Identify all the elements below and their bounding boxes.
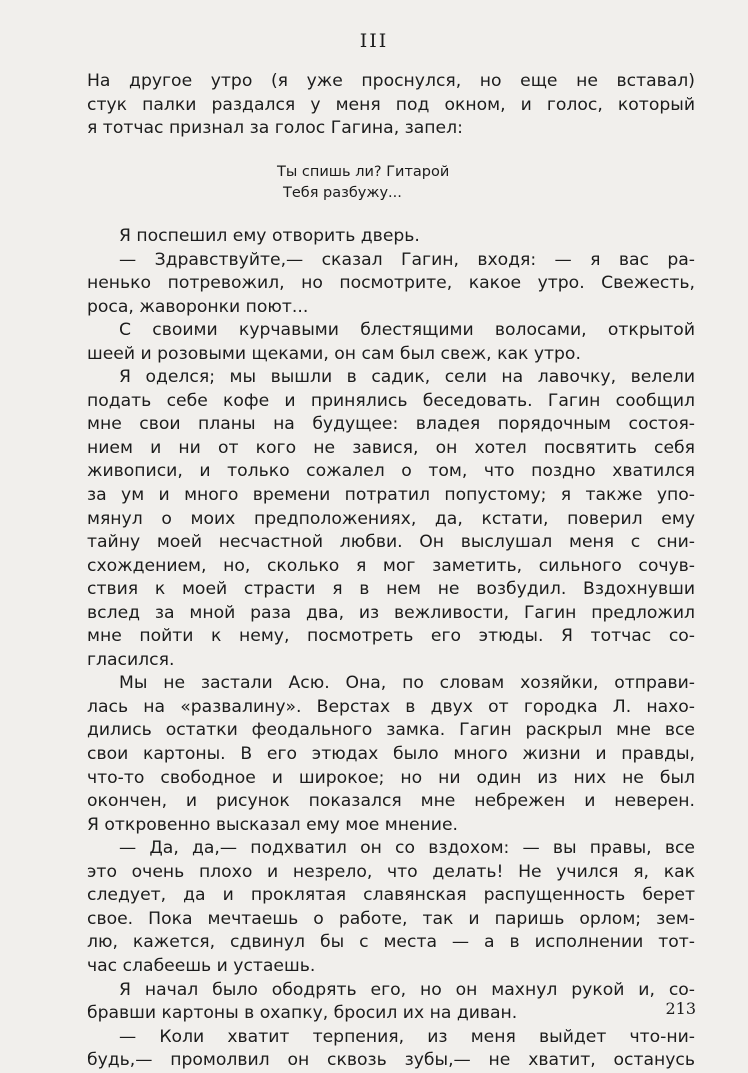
text-line: свое. Пока мечтаешь о работе, так и паришь орлом; зем- <box>87 908 695 929</box>
text-line: час слабеешь и устаешь. <box>87 955 316 976</box>
text-line: мянул о моих предположениях, да, кстати, поверил ему <box>87 508 695 529</box>
text-line: лю, кажется, сдвинул бы с места — а в исполнении тот- <box>87 932 695 953</box>
text-line: будь,— промолвил он сквозь зубы,— не хватит, останусь <box>87 1050 695 1071</box>
text-line: мне пойти к нему, посмотреть его этюды. Я тотчас со- <box>87 626 695 647</box>
text-line: схождением, но, сколько я мог заметить, сильного сочув- <box>87 555 695 576</box>
text-line: окончен, и рисунок показался мне небрежен и неверен. <box>87 791 695 812</box>
text-line: что-то свободное и широкое; но ни один из них не был <box>87 767 695 788</box>
poem-quote <box>277 162 449 204</box>
text-line: мне свои планы на будущее: владея порядочным состоя- <box>87 414 695 435</box>
poem-line: Ты спишь ли? Гитарой <box>277 164 450 180</box>
text-line: — Коли хватит терпения, из меня выйдет что-ни- <box>119 1026 695 1047</box>
text-line: С своими курчавыми блестящими волосами, открытой <box>119 320 695 341</box>
text-line: я тотчас признал за голос Гагина, запел: <box>87 118 463 139</box>
text-line: вслед за мной раза два, из вежливости, Гагин предложил <box>87 602 695 623</box>
text-line: живописи, и только сожалел о том, что поздно хватился <box>87 461 695 482</box>
text-line: Я оделся; мы вышли в садик, сели на лавочку, велели <box>119 367 695 388</box>
text-line: — Здравствуйте,— сказал Гагин, входя: — я вас ра- <box>119 249 695 270</box>
text-line: дились остатки феодального замка. Гагин раскрыл мне все <box>87 720 695 741</box>
page-number: 213 <box>665 999 696 1018</box>
text-line: лась на «развалину». Верстах в двух от городка Л. нахо- <box>87 696 695 717</box>
text-line: подать себе кофе и принялись беседовать. Гагин сообщил <box>87 390 695 411</box>
text-line: стук палки раздался у меня под окном, и голос, который <box>87 94 695 115</box>
text-line: роса, жаворонки поют... <box>87 296 309 317</box>
text-line: На другое утро (я уже проснулся, но еще не вставал) <box>87 71 695 91</box>
text-line: ствия к моей страсти я в нем не возбудил. Вздохнувши <box>87 579 695 600</box>
text-line: шеей и розовыми щеками, он сам был свеж, как утро. <box>87 343 581 364</box>
text-line: нием и ни от кого не завися, он хотел посвятить себя <box>87 437 695 458</box>
text-line: гласился. <box>87 649 175 670</box>
poem-line: Тебя разбужу... <box>283 185 402 201</box>
text-line: ненько потревожил, но посмотрите, какое утро. Свежесть, <box>87 273 695 294</box>
text-line: Я поспешил ему отворить дверь. <box>119 226 420 246</box>
text-line: свои картоны. В его этюдах было много жизни и правды, <box>87 744 695 765</box>
text-line: — Да, да,— подхватил он со вздохом: — вы правы, все <box>119 838 695 859</box>
text-line: Я начал было ободрять его, но он махнул рукой и, со- <box>119 979 695 1000</box>
text-line: следует, да и проклятая славянская распущенность берет <box>87 885 695 906</box>
text-line: тайну моей несчастной любви. Он выслушал меня с сни- <box>87 532 695 553</box>
body-text <box>87 225 695 1073</box>
text-line: бравши картоны в охапку, бросил их на диван. <box>87 1003 518 1024</box>
text-line: Я откровенно высказал ему мое мнение. <box>87 814 458 835</box>
text-line: за ум и много времени потратил попустому; я также упо- <box>87 485 695 506</box>
opening-paragraph <box>87 70 695 141</box>
chapter-number: III <box>359 30 389 52</box>
text-line: это очень плохо и незрело, что делать! Не учился я, как <box>87 861 695 882</box>
text-line: Мы не застали Асю. Она, по словам хозяйки, отправи- <box>119 673 695 694</box>
